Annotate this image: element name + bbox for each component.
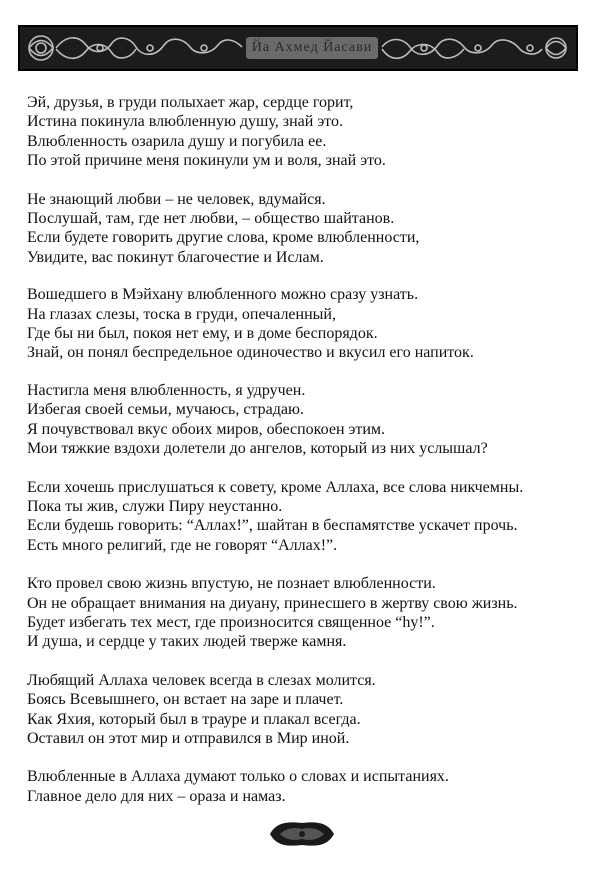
poem-line: Знай, он понял беспредельное одиночество и вкусил его напиток. bbox=[27, 344, 474, 362]
poem-line: Не знающий любви – не человек, вдумайся. bbox=[27, 190, 326, 208]
page-ornament-icon bbox=[268, 819, 336, 849]
stanza bbox=[27, 478, 587, 556]
header-banner bbox=[18, 25, 578, 71]
poem-line: Где бы ни был, покоя нет ему, и в доме беспорядок. bbox=[27, 325, 378, 343]
stanza bbox=[27, 381, 587, 459]
poem-body bbox=[27, 93, 587, 825]
poem-line: Любящий Аллаха человек всегда в слезах молится. bbox=[27, 671, 376, 689]
poem-line: Главное дело для них – ораза и намаз. bbox=[27, 787, 286, 805]
poem-line: Оставил он этот мир и отправился в Мир иной. bbox=[27, 729, 350, 747]
stanza bbox=[27, 285, 587, 363]
stanza bbox=[27, 671, 587, 749]
poem-line: Если хочешь прислушаться к совету, кроме Аллаха, все слова никчемны. bbox=[27, 478, 524, 496]
poem-line: Если будешь говорить: “Аллах!”, шайтан в беспамятстве ускачет прочь. bbox=[27, 517, 518, 535]
poem-line: Влюбленные в Аллаха думают только о словах и испытаниях. bbox=[27, 768, 449, 786]
poem-line: Пока ты жив, служи Пиру неустанно. bbox=[27, 497, 283, 515]
poem-line: Боясь Всевышнего, он встает на заре и плачет. bbox=[27, 691, 344, 709]
stanza bbox=[27, 574, 587, 652]
poem-line: И душа, и сердце у таких людей тверже камня. bbox=[27, 633, 347, 651]
poem-line: Истина покинула влюбленную душу, знай это. bbox=[27, 113, 343, 131]
poem-line: По этой причине меня покинули ум и воля, знай это. bbox=[27, 152, 386, 170]
poem-line: Он не обращает внимания на диуану, принесшего в жертву свою жизнь. bbox=[27, 594, 518, 612]
poem-line: Кто провел свою жизнь впустую, не познает влюбленности. bbox=[27, 575, 436, 593]
poem-line: Увидите, вас покинут благочестие и Ислам. bbox=[27, 248, 324, 266]
stanza bbox=[27, 190, 587, 268]
poem-line: Избегая своей семьи, мучаюсь, страдаю. bbox=[27, 401, 304, 419]
poem-line: Есть много религий, где не говорят “Аллах!”. bbox=[27, 536, 338, 554]
poem-line: Как Яхия, который был в трауре и плакал всегда. bbox=[27, 710, 361, 728]
poem-line: Эй, друзья, в груди полыхает жар, сердце горит, bbox=[27, 94, 354, 111]
poem-line: Настигла меня влюбленность, я удручен. bbox=[27, 381, 306, 399]
poem-line: На глазах слезы, тоска в груди, опечаленный, bbox=[27, 305, 336, 323]
poem-line: Будет избегать тех мест, где произносится священное “hу!”. bbox=[27, 613, 435, 631]
header-title: Йа Ахмед Йасави bbox=[246, 37, 378, 59]
poem-line: Послушай, там, где нет любви, – общество шайтанов. bbox=[27, 210, 395, 228]
stanza bbox=[27, 767, 587, 806]
poem-line: Мои тяжкие вздохи долетели до ангелов, который из них услышал? bbox=[27, 440, 488, 458]
poem-line: Вошедшего в Мэйхану влюбленного можно сразу узнать. bbox=[27, 286, 419, 304]
poem-line: Если будете говорить другие слова, кроме влюбленности, bbox=[27, 229, 420, 247]
poem-line: Я почувствовал вкус обоих миров, обеспокоен этим. bbox=[27, 420, 386, 438]
poem-line: Влюбленность озарила душу и погубила ее. bbox=[27, 132, 327, 150]
stanza bbox=[27, 93, 587, 171]
